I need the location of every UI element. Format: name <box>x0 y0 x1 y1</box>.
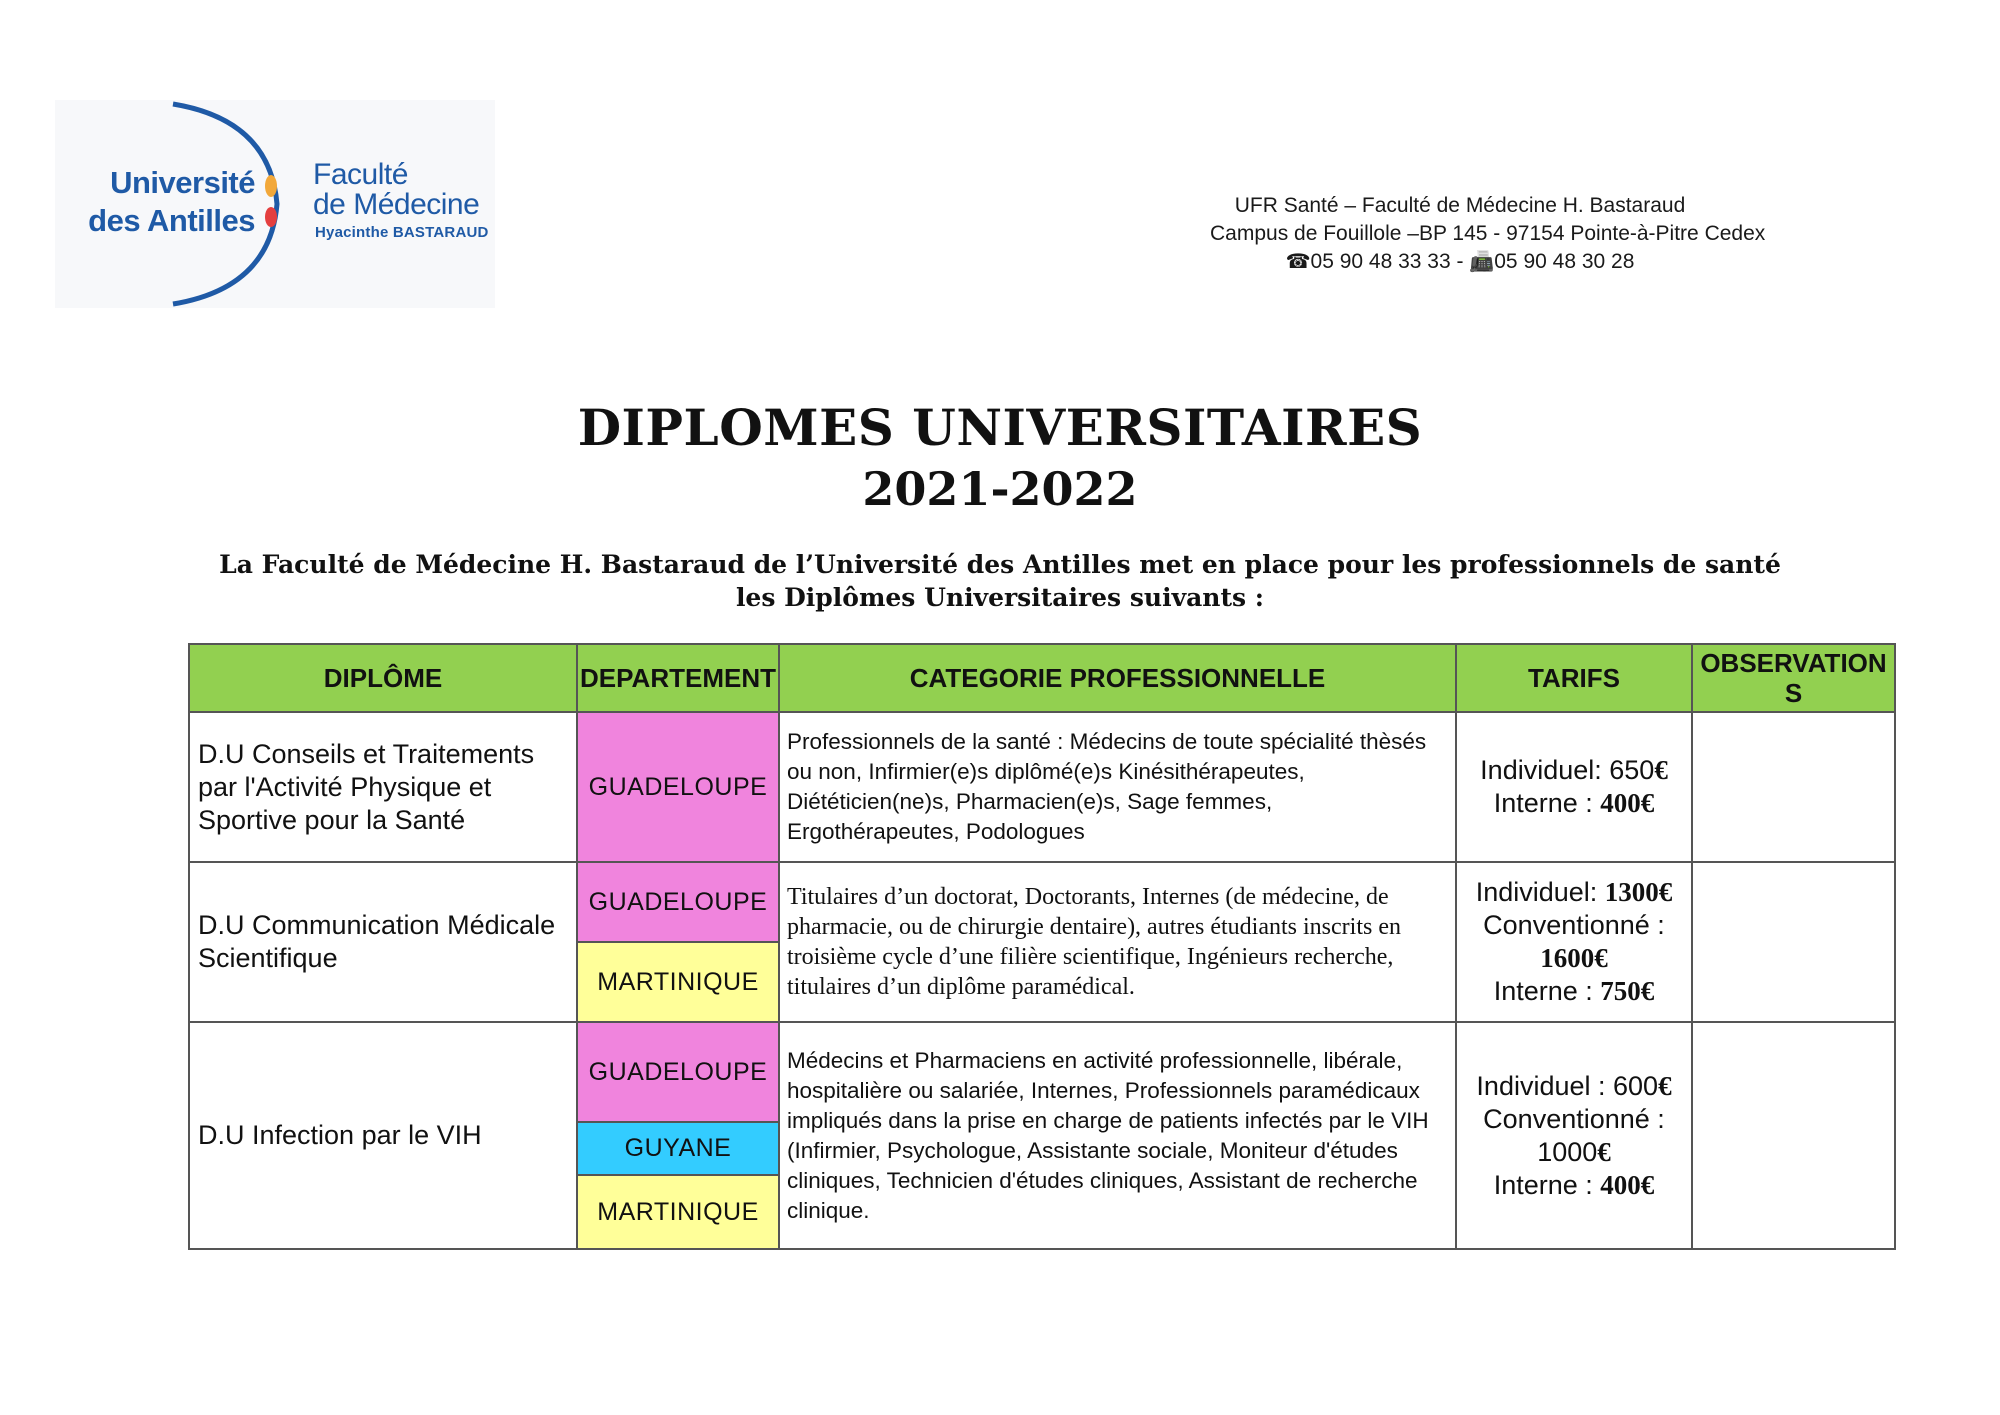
departement-guadeloupe: GUADELOUPE <box>577 712 779 862</box>
fax-icon: 📠 <box>1469 251 1495 273</box>
categorie-cell: Professionnels de la santé : Médecins de toute spécialité thèsés ou non, Infirmier(e)s diplômé(e)s Kinésithérapeutes, Diététicien(ne)s, Pharmacien(e)s, Sage femmes, Ergothérapeutes, Podologues <box>779 712 1456 862</box>
header-observations: OBSERVATION S <box>1692 644 1895 712</box>
address-contacts <box>1210 248 1710 276</box>
intro-text <box>150 548 1850 614</box>
intro-line-2: les Diplômes Universitaires suivants : <box>735 583 1265 612</box>
table-row <box>189 712 1895 862</box>
logo-faculty-line2: de Médecine <box>313 188 480 221</box>
departement-guadeloupe: GUADELOUPE <box>577 862 779 942</box>
diplome-cell: D.U Infection par le VIH <box>189 1022 577 1249</box>
diplomas-table <box>188 643 1896 1250</box>
table-row <box>189 862 1895 942</box>
departement-guadeloupe: GUADELOUPE <box>577 1022 779 1122</box>
logo-university-name: Université des Antilles <box>88 165 255 238</box>
phone-icon: ☎ <box>1285 251 1311 273</box>
intro-line-1: La Faculté de Médecine H. Bastaraud de l’Université des Antilles met en place pour les professionnels de santé <box>219 550 1781 579</box>
address-line-2: Campus de Fouillole –BP 145 - 97154 Pointe-à-Pitre Cedex <box>1210 222 1766 245</box>
tarifs-cell: Individuel : 600€ Conventionné : 1000€ Interne : 400€ <box>1456 1022 1692 1249</box>
table-header-row <box>189 644 1895 712</box>
fax-number: 05 90 48 30 28 <box>1494 250 1635 273</box>
header-categorie: CATEGORIE PROFESSIONNELLE <box>779 644 1456 712</box>
page-year: 2021-2022 <box>862 462 1138 516</box>
phone-number: 05 90 48 33 33 <box>1310 250 1451 273</box>
address-line-1: UFR Santé – Faculté de Médecine H. Bastaraud <box>1234 194 1686 217</box>
categorie-cell: Titulaires d’un doctorat, Doctorants, Internes (de médecine, de pharmacie, ou de chirurgie dentaire), autres étudiants inscrits en troisième cycle d’une filière scientifique, Ingénieurs recherche, titulaires d’un diplôme paramédical. <box>779 862 1456 1022</box>
university-logo <box>55 100 495 308</box>
departement-martinique: MARTINIQUE <box>577 942 779 1022</box>
logo-faculty-line1: Faculté <box>313 158 408 191</box>
table-row <box>189 1022 1895 1122</box>
header-diplome: DIPLÔME <box>189 644 577 712</box>
diplome-cell: D.U Communication Médicale Scientifique <box>189 862 577 1022</box>
page-title: DIPLOMES UNIVERSITAIRES <box>577 398 1423 457</box>
faculty-address <box>1210 192 1766 276</box>
tarifs-cell: Individuel: 650€ Interne : 400€ <box>1456 712 1692 862</box>
departement-guyane: GUYANE <box>577 1122 779 1175</box>
categorie-cell: Médecins et Pharmaciens en activité professionnelle, libérale, hospitalière ou salariée, Internes, Professionnels paramédicaux impliqués dans la prise en charge de patients infectés par le VIH (Infirmier, Psychologue, Assistante sociale, Moniteur d'études cliniques, Technicien d'études cliniques, Assistant de recherche clinique. <box>779 1022 1456 1249</box>
observations-cell <box>1692 1022 1895 1249</box>
header-tarifs: TARIFS <box>1456 644 1692 712</box>
observations-cell <box>1692 862 1895 1022</box>
diplome-cell: D.U Conseils et Traitements par l'Activité Physique et Sportive pour la Santé <box>189 712 577 862</box>
contact-separator: - <box>1456 250 1464 273</box>
header-departement: DEPARTEMENT <box>577 644 779 712</box>
observations-cell <box>1692 712 1895 862</box>
departement-martinique: MARTINIQUE <box>577 1175 779 1249</box>
tarifs-cell: Individuel: 1300€ Conventionné : 1600€ Interne : 750€ <box>1456 862 1692 1022</box>
logo-faculty-person: Hyacinthe BASTARAUD <box>315 224 489 241</box>
